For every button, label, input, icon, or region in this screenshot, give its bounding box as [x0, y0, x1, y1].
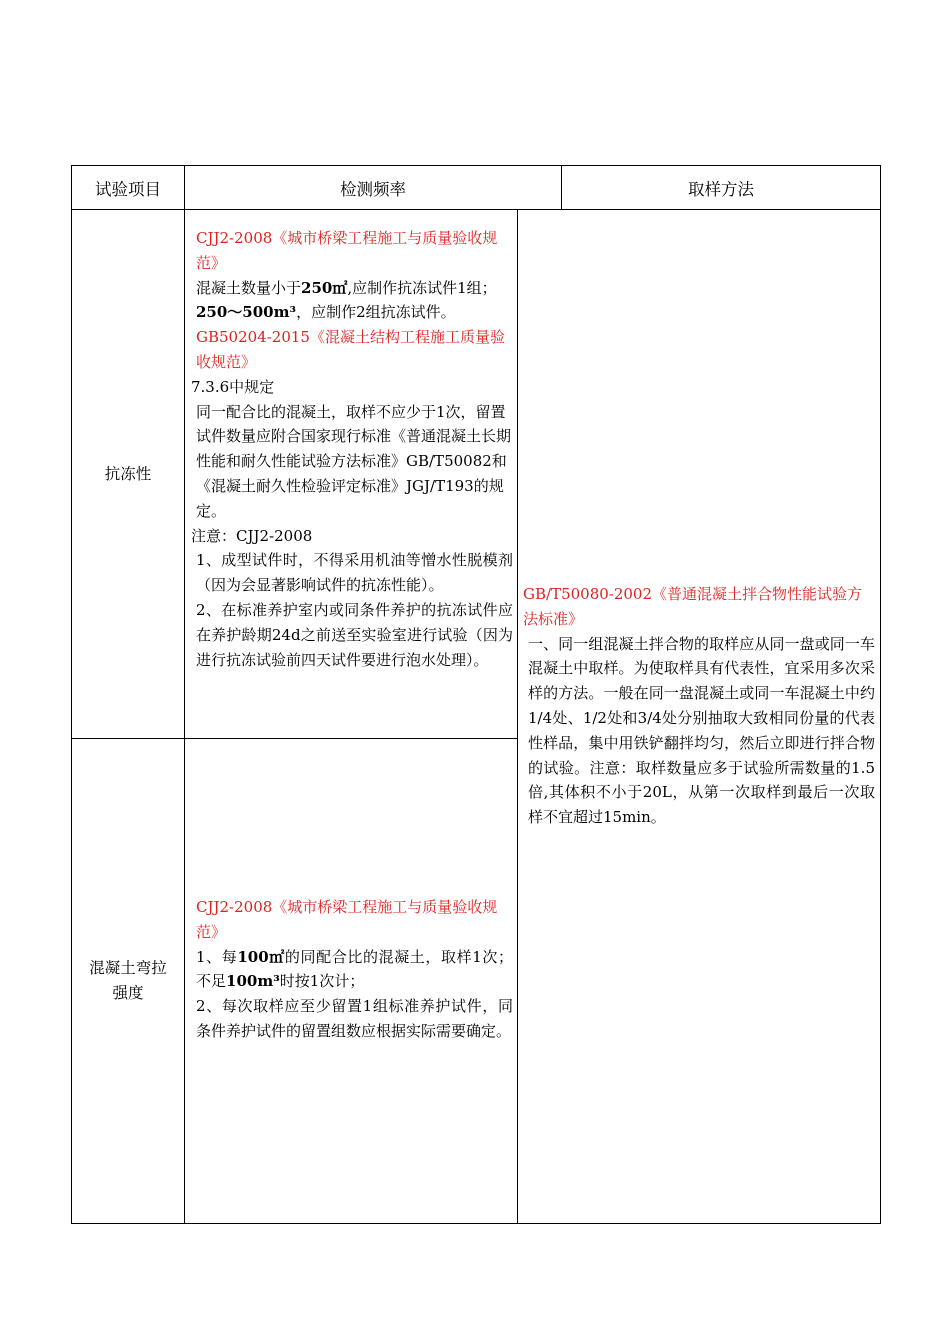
row-2-standard: CJJ2-2008《城市桥梁工程施工与质量验收规范》 [196, 898, 498, 941]
header-frequency: 检测频率 [340, 179, 406, 199]
sampling-standard: GB/T50080-2002《普通混凝土拌合物性能试验方法标准》 [523, 585, 863, 628]
row-1-standard-1: CJJ2-2008《城市桥梁工程施工与质量验收规范》 [196, 229, 498, 272]
row-1-frequency [191, 226, 513, 672]
row-2-item-label: 混凝土弯拉强度 [89, 959, 167, 1002]
table-border-bottom [71, 1223, 881, 1224]
row-2-paragraph-2: 2、每次取样应至少留置1组标准养护试件，同条件养护试件的留置组数应根据实际需要确定。 [196, 997, 513, 1040]
row-2-frequency [191, 895, 513, 1044]
row-1-clause: 7.3.6中规定 [191, 377, 275, 396]
sampling-text: 一、同一组混凝土拌合物的取样应从同一盘或同一车混凝土中取样。为使取样具有代表性，宜采用多次采样的方法。一般在同一盘混凝土或同一车混凝土中约1/4处、1/2处和3/4处分别抽取大致相同份量的代表性样品，集中用铁铲翻拌均匀，然后立即进行拌合物的试验。注意：取样数量应多于试验所需数量的1.5倍,其体积不小于20L，从第一次取样到最后一次取样不宜超过15min。 [528, 634, 875, 827]
row-1-paragraph-1: 混凝土数量小于250㎡,应制作抗冻试件1组；250～500m³，应制作2组抗冻试件。 [196, 278, 497, 322]
row-1-item-label: 抗冻性 [104, 464, 152, 483]
sampling-method [523, 582, 875, 830]
row-2-item [83, 739, 173, 1223]
row-1-note-2: 2、在标准养护室内或同条件养护的抗冻试件应在养护龄期24d之前送至实验室进行试验（因为进行抗冻试验前四天试件要进行泡水处理）。 [196, 600, 513, 669]
row-2-paragraph-1: 1、每100㎡的同配合比的混凝土，取样1次；不足100m³时按1次计； [196, 947, 514, 991]
table-border-right [880, 165, 881, 1224]
row-1-paragraph-2: 同一配合比的混凝土，取样不应少于1次，留置试件数量应附合国家现行标准《普通混凝土长期性能和耐久性能试验方法标准》GB/T50082和《混凝土耐久性检验评定标准》JGJ/T193的规定。 [196, 402, 512, 520]
row-1-note-1: 1、成型试件时，不得采用机油等憎水性脱模剂（因为会显著影响试件的抗冻性能）。 [196, 551, 513, 595]
row-1-standard-2: GB50204-2015《混凝土结构工程施工质量验收规范》 [196, 328, 505, 371]
test-table [71, 165, 881, 1224]
column-divider-1 [184, 165, 185, 1224]
header-divider [71, 209, 881, 210]
row-1-item [72, 210, 184, 738]
header-sampling-method: 取样方法 [688, 179, 754, 199]
header-test-item: 试验项目 [95, 179, 161, 199]
row-1-note: 注意：CJJ2-2008 [191, 526, 313, 545]
body-column-divider [517, 209, 518, 1224]
